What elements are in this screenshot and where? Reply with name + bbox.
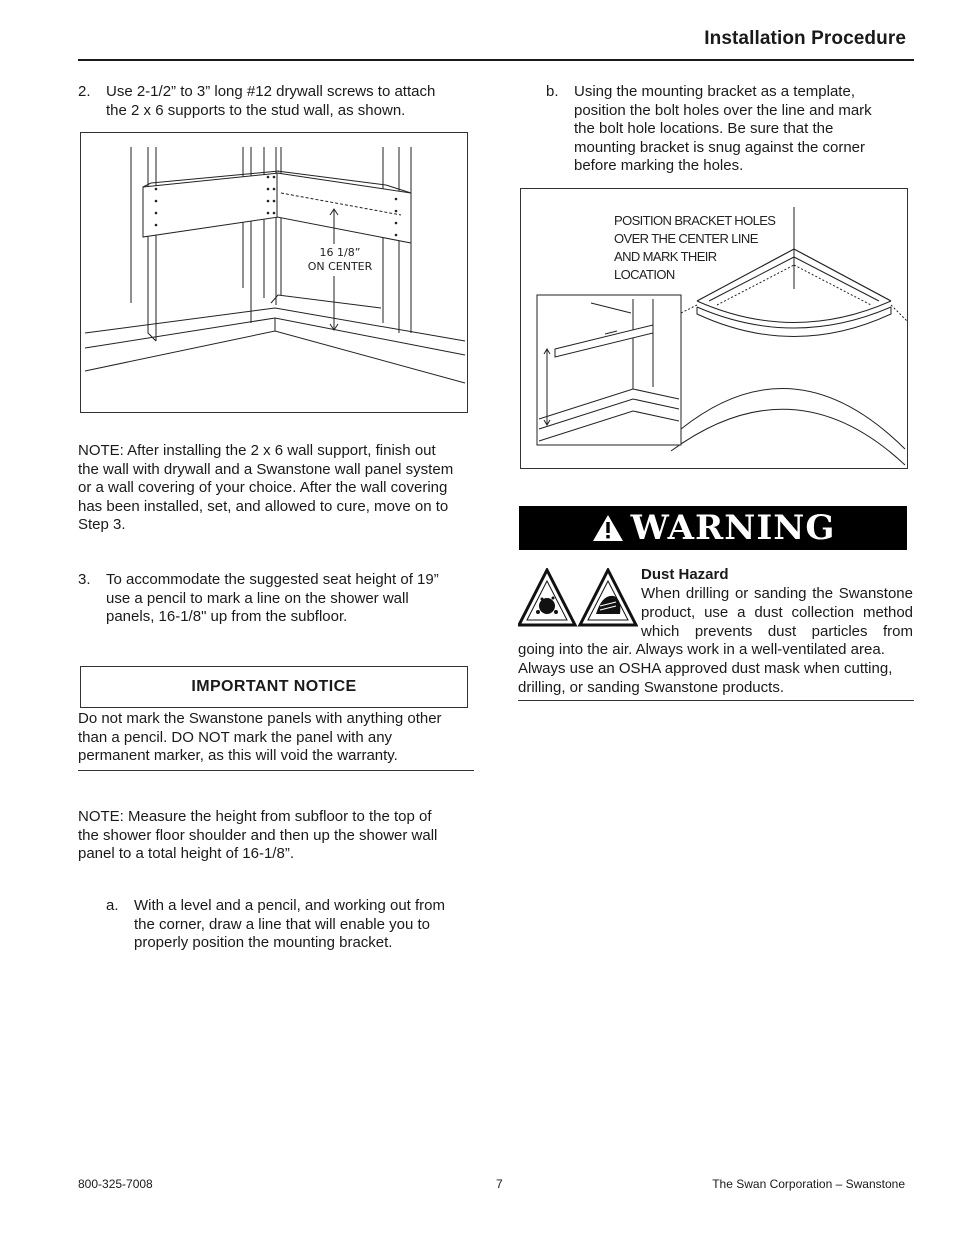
text-line: panel to a total height of 16-1/8”.	[78, 845, 294, 863]
text-line: use a pencil to mark a line on the shower wall	[106, 589, 409, 607]
text-line: the wall with drywall and a Swanstone wall panel system	[78, 460, 454, 478]
warning-triangle-icon	[591, 513, 625, 543]
text-line: going into the air. Always work in a well-ventilated area.	[518, 641, 885, 658]
text-line: Always use an OSHA approved dust mask when cutting,	[518, 660, 893, 677]
text-line: before marking the holes.	[574, 157, 744, 175]
step-a	[106, 897, 486, 957]
figure-label: LOCATION	[614, 267, 675, 282]
text-line: Step 3.	[78, 516, 126, 534]
figure-label: OVER THE CENTER LINE	[614, 231, 758, 246]
step-number: b.	[546, 83, 559, 100]
respirator-mask-icon	[580, 570, 636, 625]
text-line: the bolt hole locations. Be sure that the	[574, 120, 834, 138]
step-number: 3.	[78, 571, 91, 588]
page-title: Installation Procedure	[704, 28, 906, 49]
text-line: properly position the mounting bracket.	[134, 934, 393, 952]
important-notice-text	[78, 710, 478, 766]
figure-mounting-bracket	[520, 188, 908, 469]
dust-hazard-icons	[518, 568, 638, 628]
text-line: drilling, or sanding Swanstone products.	[518, 679, 784, 696]
header-rule	[78, 59, 914, 61]
text-line: When drilling or sanding the Swanstone	[641, 585, 913, 602]
step-2	[78, 83, 478, 123]
text-line: the 2 x 6 supports to the stud wall, as shown.	[106, 101, 406, 119]
footer-phone: 800-325-7008	[78, 1177, 153, 1191]
text-line: the corner, draw a line that will enable you to	[134, 915, 431, 933]
text-line: NOTE: After installing the 2 x 6 wall support, finish out	[78, 442, 436, 459]
text-line: the shower floor shoulder and then up the shower wall	[78, 826, 438, 844]
text-line: Use 2-1/2” to 3” long #12 drywall screws to attach	[106, 83, 436, 100]
step-3	[78, 571, 478, 631]
divider	[518, 700, 914, 701]
text-line: Do not mark the Swanstone panels with anything other	[78, 710, 442, 727]
note-wall-covering	[78, 442, 478, 535]
figure-label: POSITION BRACKET HOLES	[614, 213, 776, 228]
important-notice-heading: IMPORTANT NOTICE	[80, 666, 468, 708]
step-number: 2.	[78, 83, 91, 100]
hazard-title: Dust Hazard	[641, 566, 729, 583]
text-line: which prevents dust particles from	[641, 623, 913, 640]
text-line: position the bolt holes over the line and mark	[574, 101, 872, 119]
dust-particles-icon	[519, 570, 575, 625]
text-line: permanent marker, as this will void the warranty.	[78, 747, 398, 765]
footer-company: The Swan Corporation – Swanstone	[712, 1177, 905, 1191]
text-line: mounting bracket is snug against the corner	[574, 138, 865, 156]
text-line: panels, 16-1/8" up from the subfloor.	[106, 608, 348, 626]
warning-title: WARNING	[630, 507, 836, 548]
text-line: With a level and a pencil, and working out from	[134, 897, 445, 914]
text-line: NOTE: Measure the height from subfloor to the top of	[78, 808, 432, 825]
step-b	[546, 83, 916, 179]
text-line: product, use a dust collection method	[641, 604, 913, 621]
step-number: a.	[106, 897, 119, 914]
footer-page-number: 7	[496, 1177, 503, 1191]
divider	[78, 770, 474, 771]
text-line: than a pencil. DO NOT mark the panel with any	[78, 728, 393, 746]
figure-label: AND MARK THEIR	[614, 249, 717, 264]
warning-banner	[519, 506, 907, 550]
text-line: Using the mounting bracket as a template,	[574, 83, 855, 100]
note-measure-height	[78, 808, 478, 864]
wall-support-illustration	[81, 133, 467, 412]
text-line: has been installed, set, and allowed to cure, move on to	[78, 497, 449, 515]
dimension-label: ON CENTER	[307, 260, 373, 273]
text-line: To accommodate the suggested seat height of 19”	[106, 571, 439, 588]
figure-wall-supports	[80, 132, 468, 413]
dimension-label: 16 1/8”	[319, 246, 361, 259]
bracket-illustration	[521, 189, 907, 468]
text-line: or a wall covering of your choice. After the wall covering	[78, 479, 448, 497]
